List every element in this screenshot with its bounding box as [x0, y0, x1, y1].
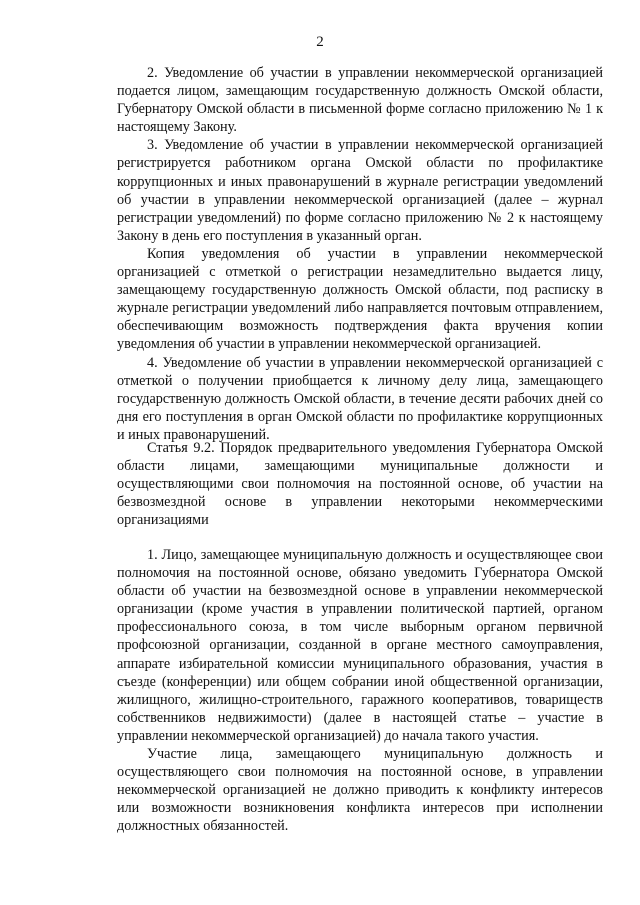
article-heading: Статья 9.2. Порядок предварительного уведомления Губернатора Омской области лицами, замещающими муниципальные должности и осуществляющими свои полномочия на постоянной основе, об участии на безвозмездной основе в управлении некоторыми некоммерческими организациями — [117, 440, 603, 529]
paragraphs-block-1 — [117, 64, 603, 444]
paragraph: 1. Лицо, замещающее муниципальную должность и осуществляющее свои полномочия на постоянной основе, обязано уведомить Губернатора Омской области об участии на безвозмездной основе в управлении некоммерческой организации (кроме участия в управлении политической партией, органом профессионального союза, в том числе выборным органом первичной профсоюзной организации, созданной в органе местного самоуправления, аппарате избирательной комиссии муниципального образования, участия в съезде (конференции) или общем собрании иной общественной организации, жилищного, жилищно-строительного, гаражного кооперативов, товариществ собственников недвижимости) (далее в настоящей статье – участие в управлении некоммерческой организацией) до начала такого участия. — [117, 547, 603, 744]
paragraph: 2. Уведомление об участии в управлении некоммерческой организацией подается лицом, замещающим государственную должность Омской области, Губернатору Омской области в письменной форме согласно приложению № 1 к настоящему Закону. — [117, 65, 603, 136]
paragraphs-block-2 — [117, 546, 603, 836]
article-heading-block — [117, 439, 603, 529]
paragraph: Участие лица, замещающего муниципальную должность и осуществляющего свои полномочия на постоянной основе, в управлении некоммерческой организацией не должно приводить к конфликту интересов или возможности возникновения конфликта интересов при исполнении должностных обязанностей. — [117, 746, 603, 835]
paragraph: Копия уведомления об участии в управлении некоммерческой организацией с отметкой о регистрации незамедлительно выдается лицу, замещающему государственную должность Омской области, под расписку в журнале регистрации уведомлений либо направляется почтовым отправлением, обеспечивающим возможность подтверждения факта вручения копии уведомления об участии в управлении некоммерческой организацией. — [117, 245, 603, 353]
page-number: 2 — [316, 34, 324, 50]
paragraph: 4. Уведомление об участии в управлении некоммерческой организацией с отметкой о получении приобщается к личному делу лица, замещающего государственную должность Омской области, в течение десяти рабочих дней со дня его поступления в орган Омской области по профилактике коррупционных и иных правонарушений. — [117, 354, 603, 443]
paragraph: 3. Уведомление об участии в управлении некоммерческой организацией регистрируется работником органа Омской области по профилактике коррупционных и иных правонарушений в журнале регистрации уведомлений об участии в управлении некоммерческой организацией (далее – журнал регистрации уведомлений) по форме согласно приложению № 2 к настоящему Закону в день его поступления в указанный орган. — [117, 137, 603, 244]
